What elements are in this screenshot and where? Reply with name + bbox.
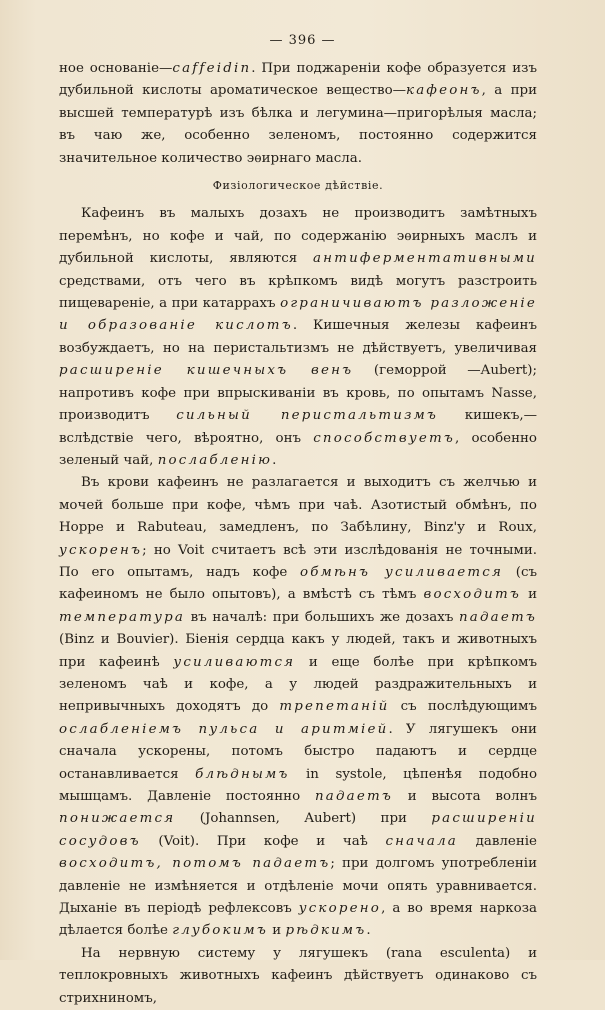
- section-heading: Физіологическое дѣйствіе.: [212, 179, 384, 193]
- emphasized-text: трепетаній: [279, 699, 390, 715]
- emphasized-text: ограничиваютъ разложеніе и образованіе кислотъ: [59, 296, 537, 334]
- text-run: кишекъ,—вслѣдствіе чего, вѣроятно, онъ: [59, 408, 538, 446]
- emphasized-text: ускорено: [298, 901, 382, 917]
- emphasized-text: ослабленіемъ пульса и аритміей: [59, 721, 389, 737]
- emphasized-text: глубокимъ: [172, 923, 268, 939]
- emphasized-text: восходитъ, потомъ падаетъ: [59, 856, 331, 872]
- text-run: Въ крови кафеинъ не разлагается и выходитъ съ желчью и мочей больше при кофе, чѣмъ при чаѣ. Азотистый обмѣнъ, по Hoppe и Rabuteau, замедленъ, по Забѣлину, Binz'у и Roux,: [59, 475, 537, 536]
- emphasized-text: антиферментативными: [313, 251, 537, 267]
- paragraph: [59, 943, 537, 1010]
- paragraph: [59, 58, 537, 170]
- text-run: .: [272, 452, 277, 468]
- emphasized-text: ускоренъ: [59, 542, 143, 558]
- text-run: На нервную систему у лягушекъ (rana esculenta) и теплокровныхъ животныхъ кафеинъ дѣйствуетъ одинаково съ стрихниномъ,: [59, 945, 537, 1006]
- text-run: (геморрой —Aubert); напротивъ кофе при впрыскиваніи въ кровь, по опытамъ Nasse, производитъ: [59, 363, 537, 424]
- page-number: — 396 —: [269, 33, 336, 48]
- emphasized-text: понижается: [59, 811, 176, 827]
- text-run: , а во время наркоза дѣлается болѣе: [59, 901, 537, 939]
- text-run: , а при высшей температурѣ изъ бѣлка и легумина—пригорѣлыя масла; въ чаю же, особенно зеленомъ, постоянно содержится значительное количество эѳирнаго масла.: [59, 83, 537, 166]
- text-run: и: [520, 587, 537, 603]
- emphasized-text: сильный перистальтизмъ: [176, 408, 439, 424]
- text-run: (съ кафеиномъ не было опытовъ), а вмѣстѣ съ тѣмъ: [59, 564, 537, 603]
- emphasized-text: усиливаются: [173, 654, 296, 670]
- emphasized-text: падаетъ: [458, 609, 537, 625]
- text-run: (Binz и Bouvier). Біенія сердца какъ у людей, такъ и животныхъ при кафеинѣ: [59, 632, 537, 670]
- paragraph: [59, 203, 537, 472]
- text-run: in systole, цѣпенѣя подобно мышцамъ. Давленіе постоянно: [59, 766, 538, 804]
- emphasized-text: послабленію: [157, 452, 273, 468]
- text-run: ; но Voit считаетъ всѣ эти изслѣдованія не точными. По его опытамъ, надъ кофе: [59, 542, 537, 580]
- emphasized-text: восходитъ: [423, 587, 521, 603]
- text-run: . Кишечныя железы кафеинъ возбуждаетъ, но на перистальтизмъ не дѣйствуетъ, увеличивая: [59, 318, 537, 356]
- emphasized-text: рѣдкимъ: [285, 923, 367, 939]
- emphasized-text: способствуетъ: [313, 430, 456, 446]
- emphasized-text: caffeidin: [172, 61, 252, 76]
- text-run: и высота волнъ: [393, 789, 537, 804]
- text-run: (Voit). При кофе и чаѣ: [140, 833, 386, 849]
- text-run: и: [267, 923, 286, 939]
- text-run: . При поджареніи кофе образуется изъ дубильной кислоты ароматическое вещество—: [59, 61, 537, 99]
- text-run: средствами, отъ чего въ крѣпкомъ видѣ могутъ разстроить пищевареніе, а при катаррахъ: [59, 273, 537, 312]
- text-run: .: [366, 923, 371, 939]
- text-run: . У лягушекъ они сначала ускорены, потомъ быстро падаютъ и сердце останавливается: [59, 721, 537, 782]
- text-run: (Johannsen, Aubert) при: [175, 811, 432, 827]
- emphasized-text: расширеніе кишечныхъ венъ: [59, 363, 354, 379]
- text-run: ное основаніе—: [59, 61, 173, 76]
- paragraph: [59, 472, 537, 943]
- emphasized-text: обмѣнъ усиливается: [300, 564, 504, 580]
- emphasized-text: кафеонъ: [406, 83, 482, 99]
- text-run: въ началѣ: при большихъ же дозахъ: [185, 609, 459, 625]
- text-run: , особенно зеленый чай,: [59, 430, 537, 468]
- emphasized-text: расширеніи сосудовъ: [59, 811, 537, 849]
- emphasized-text: падаетъ: [314, 789, 393, 804]
- emphasized-text: температура: [59, 609, 186, 625]
- page-text: [59, 58, 537, 1010]
- text-run: и еще болѣе при крѣпкомъ зеленомъ чаѣ и кофе, а у людей раздражительныхъ и непривычныхъ доходятъ до: [59, 654, 537, 715]
- text-run: ; при долгомъ употребленіи давленіе не измѣняется и отдѣленіе мочи опять уравнивается. Дыханіе въ періодѣ рефлексовъ: [59, 856, 537, 917]
- text-run: съ послѣдующимъ: [389, 699, 537, 715]
- text-run: давленіе: [457, 833, 537, 849]
- emphasized-text: блѣднымъ: [195, 766, 290, 782]
- text-run: Кафеинъ въ малыхъ дозахъ не производитъ замѣтныхъ перемѣнъ, но кофе и чай, по содержанію эѳирныхъ маслъ и дубильной кислоты, являются: [59, 206, 537, 267]
- emphasized-text: сначала: [385, 833, 458, 849]
